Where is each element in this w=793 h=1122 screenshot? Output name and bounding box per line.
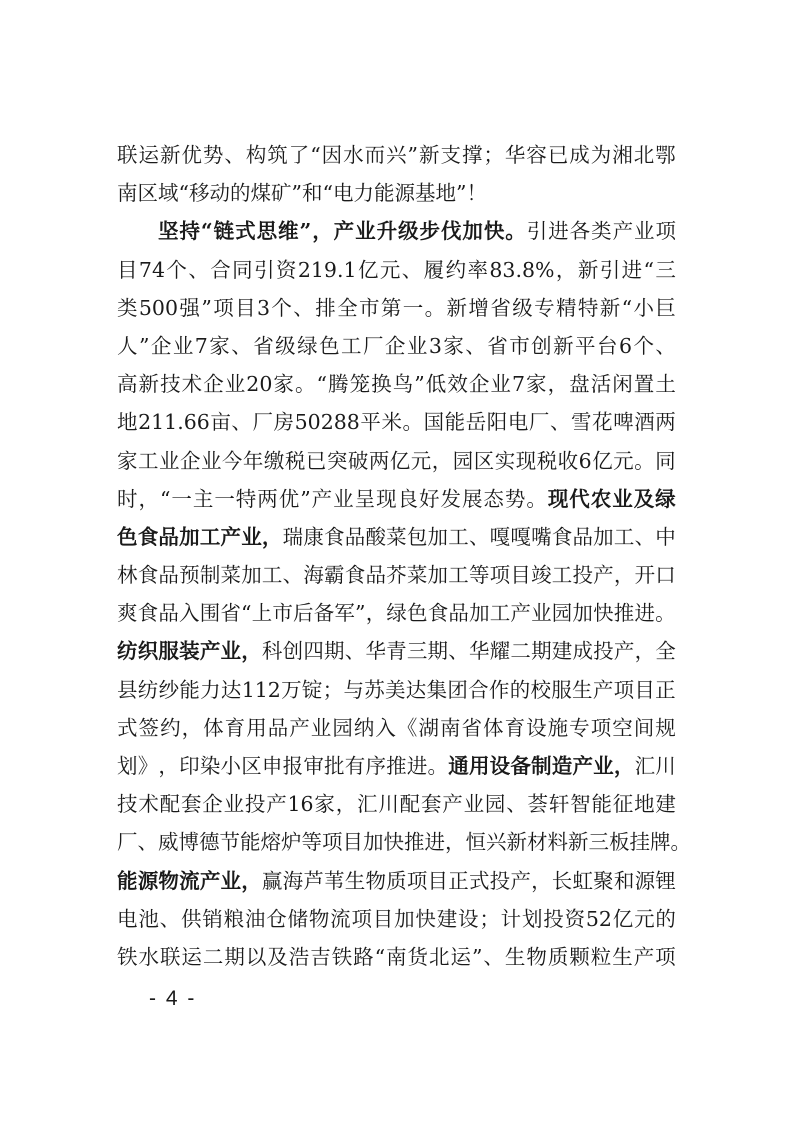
text-line: 目 74 个 、 合 同 引 资 219.1 亿 元 、 履 约 率 83.8% ， 新 引 进 “ 三 (117, 257, 676, 282)
text-line: 划 》 ， 印 染 小 区 申 报 审 批 有 序 推 进 。 通 用 设 备 制 造 产 业 ， 汇 川 (117, 754, 676, 778)
text-line: 地 211.66 亩 、 厂 房 50288 平 米 。 国 能 岳 阳 电 厂 、 雪 花 啤 酒 两 (117, 410, 676, 435)
text-line: 高 新 技 术 企 业 20 家 。 “ 腾 笼 换 鸟 ” 低 效 企 业 7 家 ， 盘 活 闲 置 土 (117, 372, 676, 397)
text-line: 林 食 品 预 制 菜 加 工 、 海 霸 食 品 芥 菜 加 工 等 项 目 竣 工 投 产 ， 开 口 (117, 563, 676, 588)
text-line: 类 500 强 ” 项 目 3 个 、 排 全 市 第 一 。 新 增 省 级 专 精 特 新 “ 小 巨 (117, 295, 676, 320)
text-line: 能 源 物 流 产 业 ， 赢 海 芦 苇 生 物 质 项 目 正 式 投 产 ， 长 虹 聚 和 源 锂 (117, 868, 676, 893)
text-line: 时 ， “ 一 主 一 特 两 优 ” 产 业 呈 现 良 好 发 展 态 势 。 现 代 农 业 及 绿 (117, 486, 676, 511)
page-number: - 4 - (149, 987, 197, 1010)
document-body (117, 136, 691, 976)
text-line: 纺 织 服 装 产 业 ， 科 创 四 期 、 华 青 三 期 、 华 耀 二 期 建 成 投 产 ， 全 (117, 639, 676, 664)
text-line: 色 食 品 加 工 产 业 ， 瑞 康 食 品 酸 菜 包 加 工 、 嘎 嘎 嘴 食 品 加 工 、 中 (117, 524, 676, 549)
text-line: 联 运 新 优 势 、 构 筑 了 “ 因 水 而 兴 ” 新 支 撑 ； 华 容 已 成 为 湘 北 鄂 (117, 143, 676, 167)
text-line: 厂 、 威 博 德 节 能 熔 炉 等 项 目 加 快 推 进 ， 恒 兴 新 材 料 新 三 板 挂 牌 。 (117, 830, 691, 855)
text-line: 技 术 配 套 企 业 投 产 16 家 ， 汇 川 配 套 产 业 园 、 荟 轩 智 能 征 地 建 (117, 792, 676, 817)
text-line: 家 工 业 企 业 今 年 缴 税 已 突 破 两 亿 元 ， 园 区 实 现 税 收 6 亿 元 。 同 (117, 448, 676, 473)
text-line: 电 池 、 供 销 粮 油 仓 储 物 流 项 目 加 快 建 设 ； 计 划 投 资 52 亿 元 的 (117, 906, 676, 931)
text-line: 县 纺 纱 能 力 达 112 万 锭 ； 与 苏 美 达 集 团 合 作 的 校 服 生 产 项 目 正 (117, 677, 676, 702)
text-line: 式 签 约 ， 体 育 用 品 产 业 园 纳 入 《 湖 南 省 体 育 设 施 专 项 空 间 规 (117, 715, 676, 740)
text-line: 坚 持 “ 链 式 思 维 ” ， 产 业 升 级 步 伐 加 快 。 引 进 各 类 产 业 项 (158, 219, 676, 244)
text-line: 爽 食 品 入 围 省 “ 上 市 后 备 军 ” ， 绿 色 食 品 加 工 产 业 园 加 快 推 进 。 (117, 601, 676, 626)
text-line: 南 区 域 “ 移 动 的 煤 矿 ” 和 “ 电 力 能 源 基 地 ” ！ (117, 181, 487, 206)
text-line: 铁 水 联 运 二 期 以 及 浩 吉 铁 路 “ 南 货 北 运 ” 、 生 物 质 颗 粒 生 产 项 (117, 944, 676, 969)
text-line: 人 ” 企 业 7 家 、 省 级 绿 色 工 厂 企 业 3 家 、 省 市 创 新 平 台 6 个 、 (117, 333, 676, 358)
